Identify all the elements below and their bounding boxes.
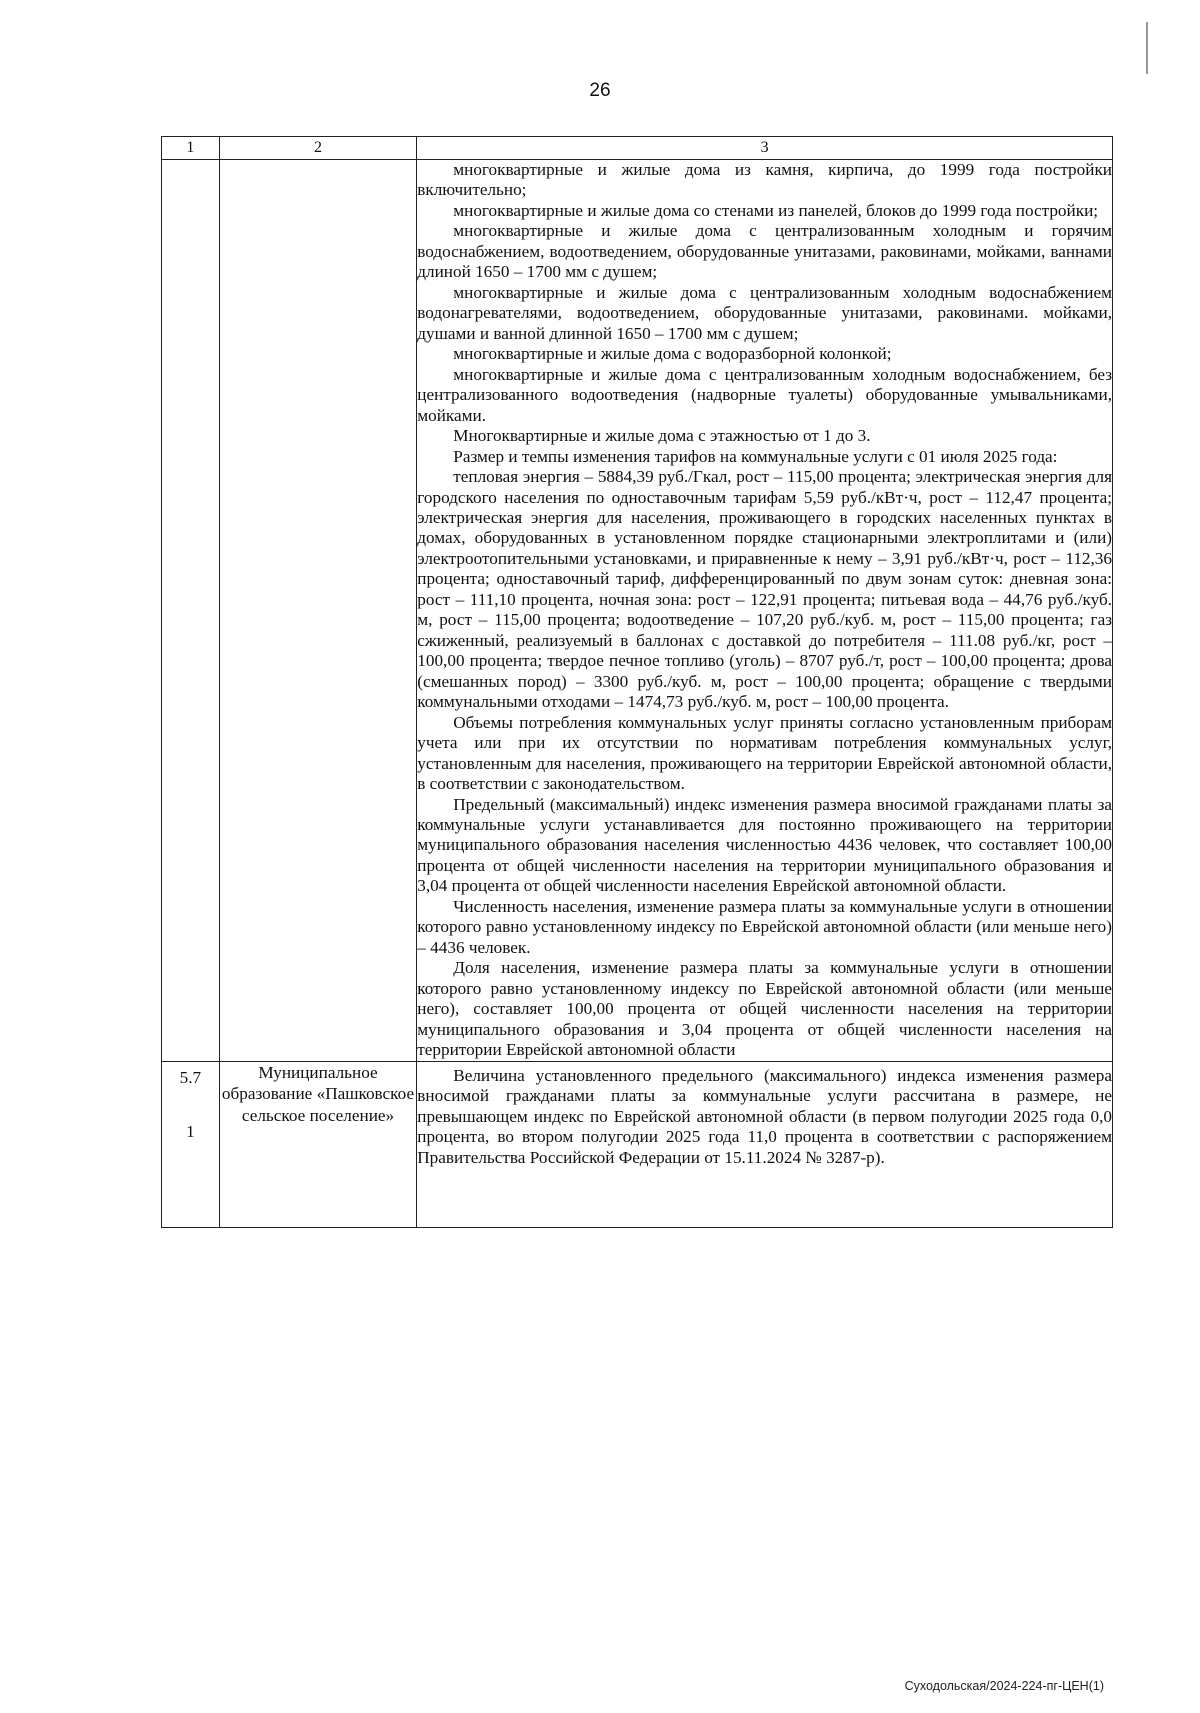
row-sub-number: 1 bbox=[186, 1122, 195, 1142]
cell-municipality: Муниципальное образование «Пашковское сельское поселение» bbox=[219, 1061, 417, 1227]
table-row-5-7 bbox=[162, 1061, 1113, 1227]
tariff-table bbox=[161, 136, 1113, 1228]
cell-description bbox=[417, 160, 1113, 1062]
paragraph: многоквартирные и жилые дома с централизованным холодным водоснабжением водонагревателями, водоотведением, оборудованные унитазами, раковинами. мойками, душами и ванной длинной 1650 – 1700 мм с душем; bbox=[417, 282, 1112, 343]
header-col-3: 3 bbox=[417, 137, 1113, 160]
scan-edge-line bbox=[1146, 22, 1148, 74]
table-row-continuation bbox=[162, 160, 1113, 1062]
paragraph: многоквартирные и жилые дома с водоразборной колонкой; bbox=[453, 344, 892, 364]
paragraph: Размер и темпы изменения тарифов на коммунальные услуги с 01 июля 2025 года: bbox=[453, 446, 1058, 466]
cell-row-number bbox=[162, 1061, 220, 1227]
paragraph: Доля населения, изменение размера платы за коммунальные услуги в отношении которого равно установленному индексу по Еврейской автономной области (или меньше него), составляет 100,00 процента от общей численности населения на территории муниципального образования и 3,04 процента от общей численности населения на территории Еврейской автономной области bbox=[417, 958, 1112, 1060]
paragraph: Объемы потребления коммунальных услуг приняты согласно установленным приборам учета или при их отсутствии по нормативам потребления коммунальных услуг, установленным для населения, проживающего на территории Еврейской автономной области, в соответствии с законодательством. bbox=[417, 712, 1112, 794]
paragraph: Многоквартирные и жилые дома с этажностью от 1 до 3. bbox=[453, 426, 871, 446]
row-number: 5.7 bbox=[179, 1067, 202, 1087]
document-code-footer: Суходольская/2024-224-пг-ЦЕН(1) bbox=[904, 1679, 1104, 1693]
cell-index-text bbox=[417, 1061, 1113, 1227]
paragraph: Предельный (максимальный) индекс изменения размера вносимой гражданами платы за коммунальные услуги устанавливается для постоянно проживающего на территории муниципального образования населения численностью 4436 человек, что составляет 100,00 процента от общей численности населения на территории муниципального образования и 3,04 процента от общей численности населения Еврейской автономной области. bbox=[417, 794, 1112, 896]
header-col-2: 2 bbox=[219, 137, 417, 160]
paragraph: тепловая энергия – 5884,39 руб./Гкал, рост – 115,00 процента; электрическая энергия для городского населения по одноставочным тарифам 5,59 руб./кВт·ч, рост – 112,47 процента; электрическая энергия для населения, проживающего в городских населенных пунктах в домах, оборудованных в установленном порядке стационарными электроплитами и (или) электроотопительными установками, и приравненные к нему – 3,91 руб./кВт·ч, рост – 112,36 процента; одноставочный тариф, дифференцированный по двум зонам суток: дневная зона: рост – 111,10 процента, ночная зона: рост – 122,91 процента; питьевая вода – 44,76 руб./куб. м, рост – 115,00 процента; водоотведение – 107,20 руб./куб. м, рост – 115,00 процента; газ сжиженный, реализуемый в баллонах с доставкой до потребителя – 111.08 руб./кг, рост – 100,00 процента; твердое печное топливо (уголь) – 8707 руб./т, рост – 100,00 процента; дрова (смешанных пород) – 3300 руб./куб. м, рост – 100,00 процента; обращение с твердыми коммунальными отходами – 1474,73 руб./куб. м, рост – 100,00 процента. bbox=[417, 467, 1112, 712]
paragraph: многоквартирные и жилые дома с централизованным холодным водоснабжением, без централизованного водоотведения (надворные туалеты) оборудованные умывальниками, мойками. bbox=[417, 364, 1112, 425]
page-number: 26 bbox=[589, 80, 611, 101]
paragraph: Численность населения, изменение размера платы за коммунальные услуги в отношении которого равно установленному индексу по Еврейской автономной области (или меньше него) – 4436 человек. bbox=[417, 896, 1112, 957]
paragraph: Величина установленного предельного (максимального) индекса изменения размера вносимой гражданами платы за коммунальные услуги рассчитана в размере, не превышающем индекс по Еврейской автономной области (в первом полугодии 2025 года 0,0 процента, во втором полугодии 2025 года 11,0 процента в соответствии с распоряжением Правительства Российской Федерации от 15.11.2024 № 3287-р). bbox=[417, 1065, 1112, 1167]
cell-number-empty bbox=[162, 160, 220, 1062]
paragraph: многоквартирные и жилые дома с централизованным холодным и горячим водоснабжением, водоотведением, оборудованные унитазами, раковинами, мойками, ваннами длиной 1650 – 1700 мм с душем; bbox=[417, 221, 1112, 282]
paragraph: многоквартирные и жилые дома из камня, кирпича, до 1999 года постройки включительно; bbox=[417, 160, 1112, 200]
table-header-row bbox=[162, 137, 1113, 160]
header-col-1: 1 bbox=[162, 137, 220, 160]
paragraph: многоквартирные и жилые дома со стенами из панелей, блоков до 1999 года постройки; bbox=[453, 200, 1099, 220]
cell-municipality-empty bbox=[219, 160, 417, 1062]
